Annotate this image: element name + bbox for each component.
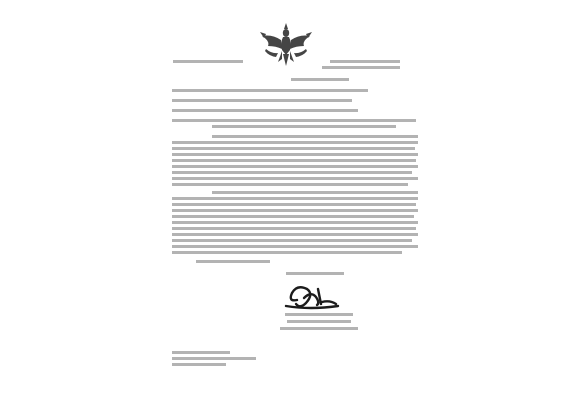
- letter-date: [291, 78, 349, 81]
- subject-line: [172, 89, 368, 92]
- signatory-position: [287, 320, 351, 323]
- complimentary-close: [286, 272, 344, 275]
- attachment-line: [172, 119, 416, 122]
- sender-address-line: [322, 66, 400, 69]
- signatory-organization: [280, 327, 358, 330]
- sender-address-line: [330, 60, 400, 63]
- attachment-line: [212, 125, 396, 128]
- reference-line: [172, 109, 358, 112]
- fax-line: [172, 363, 226, 366]
- issuing-office-line: [172, 351, 230, 354]
- closing-paragraph: [196, 260, 270, 263]
- body-paragraph-1: [172, 135, 418, 186]
- telephone-line: [172, 357, 256, 360]
- salutation-line: [172, 99, 352, 102]
- document-number-line: [173, 60, 243, 63]
- signatory-name: [285, 313, 353, 316]
- signatory-block: [280, 313, 358, 330]
